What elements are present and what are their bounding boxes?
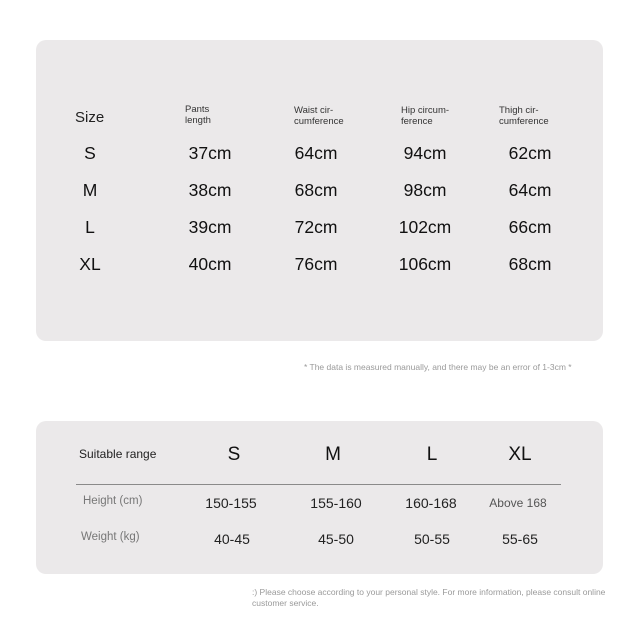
height-value: 155-160 [310,495,362,511]
header-pants-length: Pants length [185,104,211,126]
height-value: Above 168 [489,496,547,510]
range-size-header: M [325,444,341,465]
suitable-range-card [36,421,603,574]
cell-waist: 76cm [294,254,338,274]
weight-value: 40-45 [214,531,250,547]
cell-size: M [82,180,98,200]
header-waist-circumference: Waist cir-cumference [294,105,344,127]
range-size-header: S [227,444,241,465]
weight-value: 55-65 [502,531,538,547]
cell-pants-length: 38cm [188,180,232,200]
range-size-header: L [426,444,438,465]
cell-thigh: 62cm [508,143,552,163]
cell-size: L [85,217,95,237]
weight-value: 45-50 [318,531,354,547]
header-divider [76,484,561,485]
cell-thigh: 64cm [508,180,552,200]
cell-hip: 102cm [398,217,452,237]
advice-note: :) Please choose according to your personal style. For more information, please consult online customer service. [252,587,606,608]
cell-hip: 106cm [398,254,452,274]
size-chart-card [36,40,603,341]
cell-hip: 98cm [403,180,447,200]
cell-hip: 94cm [403,143,447,163]
cell-size: S [84,143,96,163]
cell-thigh: 68cm [508,254,552,274]
measurement-note: * The data is measured manually, and there may be an error of 1-3cm * [304,362,572,372]
cell-waist: 72cm [294,217,338,237]
cell-waist: 64cm [294,143,338,163]
cell-pants-length: 39cm [188,217,232,237]
header-thigh-circumference: Thigh cir-cumference [499,105,549,127]
cell-pants-length: 37cm [188,143,232,163]
cell-pants-length: 40cm [188,254,232,274]
height-label: Height (cm) [83,495,143,507]
cell-size: XL [79,254,101,274]
height-value: 160-168 [405,495,457,511]
weight-value: 50-55 [414,531,450,547]
cell-thigh: 66cm [508,217,552,237]
header-hip-circumference: Hip circum-ference [401,105,450,127]
height-value: 150-155 [205,495,257,511]
weight-label: Weight (kg) [81,531,140,543]
cell-waist: 68cm [294,180,338,200]
header-size: Size [75,109,105,126]
suitable-range-label: Suitable range [79,447,157,461]
range-size-header: XL [508,444,532,465]
